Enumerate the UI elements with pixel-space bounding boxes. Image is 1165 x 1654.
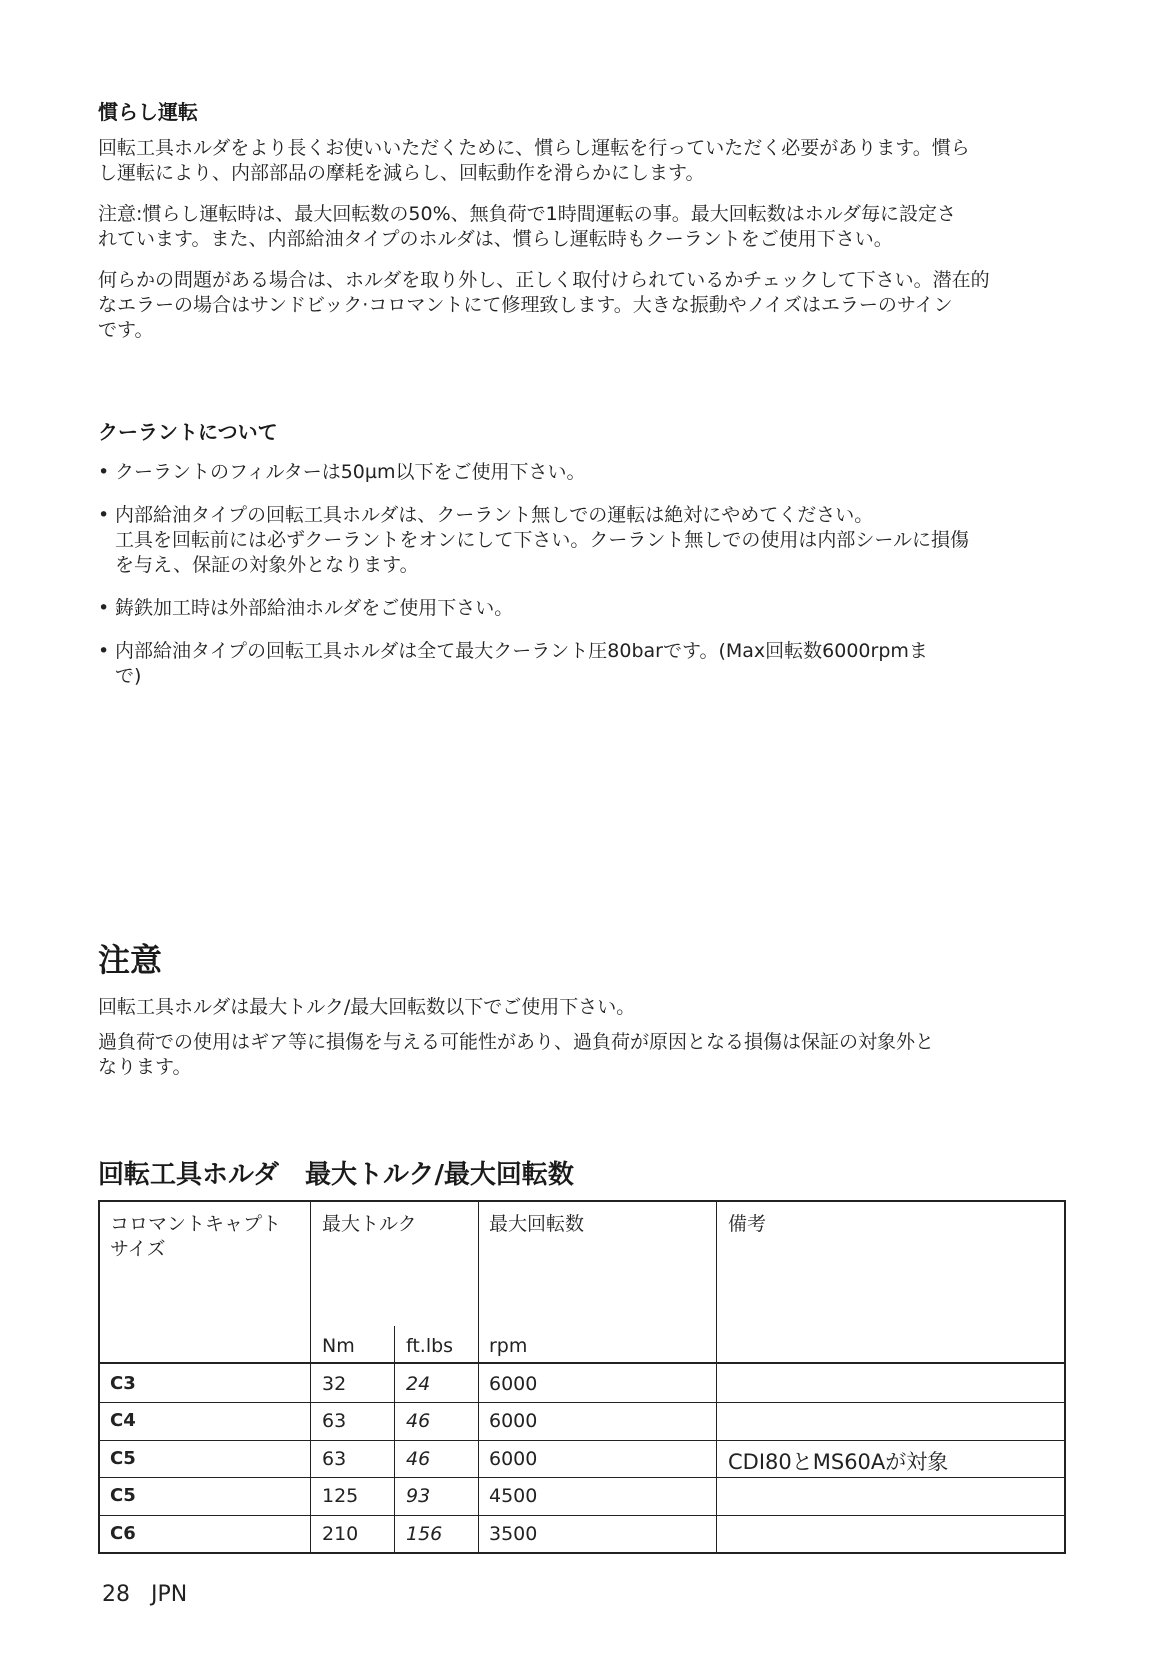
row-divider — [100, 1402, 1064, 1403]
header-max-speed: 最大回転数 — [489, 1213, 585, 1235]
cell-size: C5 — [110, 1447, 136, 1469]
unit-nm: Nm — [322, 1335, 355, 1357]
column-divider — [310, 1202, 311, 1552]
cell-rpm: 4500 — [489, 1485, 538, 1508]
row-divider — [100, 1477, 1064, 1478]
cell-size: C6 — [110, 1522, 136, 1544]
break-in-caution-paragraph: 注意:慣らし運転時は、最大回転数の50%、無負荷で1時間運転の事。最大回転数はホルダ毎に設定さ れています。また、内部給油タイプのホルダは、慣らし運転時もクーラントをご使用下さい。 — [98, 203, 956, 250]
coolant-bullet-3: • 鋳鉄加工時は外部給油ホルダをご使用下さい。 — [98, 596, 1068, 621]
column-divider — [716, 1202, 717, 1552]
cell-nm: 63 — [322, 1410, 347, 1433]
break-in-problem-paragraph: 何らかの問題がある場合は、ホルダを取り外し、正しく取付けられているかチェックして下さい。潜在的 なエラーの場合はサンドビック·コロマントにて修理致します。大きな振動やノイズはエラーのサイン です。 — [98, 269, 990, 341]
coolant-bullet-4: • 内部給油タイプの回転工具ホルダは全て最大クーラント圧80barです。(Max回転数6000rpmま で) — [98, 639, 1068, 689]
cell-nm: 32 — [322, 1373, 347, 1395]
cell-rpm: 3500 — [489, 1522, 538, 1545]
cell-ftlbs: 46 — [406, 1447, 431, 1470]
cell-nm: 125 — [322, 1485, 359, 1508]
break-in-section — [98, 96, 1068, 343]
cell-rpm: 6000 — [489, 1410, 538, 1433]
cell-ftlbs: 46 — [406, 1410, 431, 1433]
caution-heading: 注意 — [98, 941, 163, 979]
coolant-bullet-2: • 内部給油タイプの回転工具ホルダは、クーラント無しでの運転は絶対にやめてください。 工具を回転前には必ずクーラントをオンにして下さい。クーラント無しでの使用は内部シールに損傷 を与え、保証の対象外となります。 — [98, 503, 1068, 578]
torque-speed-table — [98, 1200, 1066, 1554]
language-code: JPN — [150, 1582, 188, 1607]
coolant-bullet-list — [98, 460, 1068, 689]
table-title-block — [98, 1154, 1068, 1191]
cell-ftlbs: 156 — [406, 1522, 443, 1545]
header-divider — [100, 1362, 1064, 1364]
coolant-section — [98, 416, 1068, 707]
cell-nm: 63 — [322, 1447, 347, 1470]
cell-note: CDI80とMS60Aが対象 — [728, 1449, 949, 1474]
cell-size: C3 — [110, 1373, 136, 1394]
unit-ftlbs: ft.lbs — [406, 1335, 454, 1357]
column-divider — [478, 1202, 479, 1552]
cell-rpm: 6000 — [489, 1373, 538, 1395]
header-size: コロマントキャプト サイズ — [110, 1213, 282, 1260]
header-max-torque: 最大トルク — [322, 1213, 417, 1235]
coolant-heading: クーラントについて — [98, 420, 278, 444]
break-in-heading: 慣らし運転 — [98, 100, 198, 124]
table-title: 回転工具ホルダ 最大トルク/最大回転数 — [98, 1160, 574, 1190]
caution-paragraph-2: 過負荷での使用はギア等に損傷を与える可能性があり、過負荷が原因となる損傷は保証の対象外と なります。 — [98, 1031, 935, 1078]
row-divider — [100, 1440, 1064, 1441]
cell-rpm: 6000 — [489, 1447, 538, 1470]
row-divider — [100, 1515, 1064, 1516]
cell-size: C5 — [110, 1485, 136, 1507]
cell-nm: 210 — [322, 1522, 359, 1545]
header-remarks: 備考 — [728, 1213, 767, 1235]
caution-section — [98, 935, 1068, 1080]
page-number: 28 — [102, 1582, 130, 1607]
cell-ftlbs: 93 — [406, 1485, 431, 1508]
break-in-paragraph-1: 回転工具ホルダをより長くお使いいただくために、慣らし運転を行っていただく必要があります。慣ら し運転により、内部部品の摩耗を減らし、回転動作を滑らかにします。 — [98, 137, 970, 184]
unit-rpm: rpm — [489, 1335, 528, 1357]
caution-paragraph-1: 回転工具ホルダは最大トルク/最大回転数以下でご使用下さい。 — [98, 996, 636, 1018]
cell-ftlbs: 24 — [406, 1373, 431, 1395]
cell-size: C4 — [110, 1410, 136, 1432]
coolant-bullet-1: • クーラントのフィルターは50µm以下をご使用下さい。 — [98, 460, 1068, 485]
page-footer — [102, 1582, 187, 1607]
